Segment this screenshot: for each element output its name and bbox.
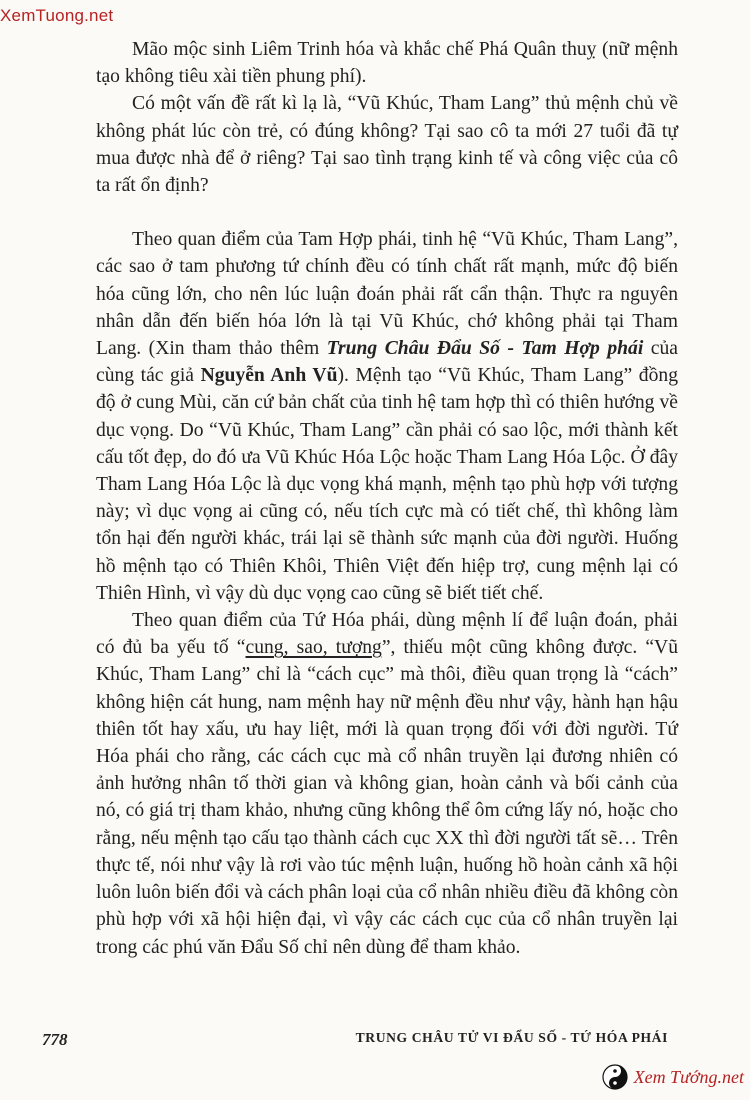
paragraph-3-part3: ). Mệnh tạo “Vũ Khúc, Tham Lang” đồng độ ở cung Mùi, căn cứ bản chất của tinh hệ tam hợp thì có thiên hướng về dục vọng. Do “Vũ Khúc, Tham Lang” cần phải có sao lộc, mới thành kết cấu tốt đẹp, do đó ưa Vũ Khúc Hóa Lộc hoặc Tham Lang Hóa Lộc. Ở đây Tham Lang Hóa Lộc là dục vọng khá mạnh, mệnh tạo phù hợp với tượng này; vì dục vọng ai cũng có, nếu tích cực mà có tiết chế, thì không làm tổn hại đến người khác, trái lại sẽ thành sức mạnh của đời người. Huống hồ mệnh tạo có Thiên Khôi, Thiên Việt đến hiệp trợ, cung mệnh lại có Thiên Hình, vì vậy dù dục vọng cao cũng sẽ biết tiết chế. [96,365,678,604]
page-body [96,36,678,961]
running-title: TRUNG CHÂU TỬ VI ĐẨU SỐ - TỨ HÓA PHÁI [355,1030,668,1045]
yin-yang-icon [602,1064,628,1090]
paragraph-2: Có một vấn đề rất kì lạ là, “Vũ Khúc, Tham Lang” thủ mệnh chủ về không phát lúc còn trẻ, có đúng không? Tại sao cô ta mới 27 tuổi đã tự mua được nhà để ở riêng? Tại sao tình trạng kinh tế và công việc của cô ta rất ổn định? [96,93,678,197]
paragraph-1: Mão mộc sinh Liêm Trinh hóa và khắc chế Phá Quân thuỵ (nữ mệnh tạo không tiêu xài tiền phung phí). [96,39,678,88]
watermark-top-left: XemTuong.net [0,6,114,25]
paragraph-3-part1: Theo quan điểm của Tam Hợp phái, tinh hệ “Vũ Khúc, Tham Lang”, các sao ở tam phương tứ chính đều có tính chất rất mạnh, mức độ biến hóa cũng lớn, cho nên lúc luận đoán phải rất cẩn thận. Thực ra nguyên nhân dẫn đến biến hóa lớn là tại Vũ Khúc, chớ không phải tại Tham Lang. (Xin tham thảo thêm [96,229,678,360]
book-title: Trung Châu Đẩu Số - Tam Hợp phái [326,338,644,360]
paragraph-4 [96,607,678,961]
paragraph-4-part1: Theo quan điểm của Tứ Hóa phái, dùng mệnh lí để luận đoán, phải có đủ ba yếu tố “ [96,610,678,659]
brand-watermark [602,1064,744,1090]
page-number: 778 [42,1030,68,1049]
paragraph-3-part2: của cùng tác giả [96,338,678,387]
underlined-phrase: cung, sao, tượng [245,637,382,659]
brand-text: Xem Tướng.net [633,1066,744,1087]
paragraph-4-part2: ”, thiếu một cũng không được. “Vũ Khúc, Tham Lang” chỉ là “cách cục” mà thôi, điều quan trọng là “cách” không hiện cát hung, nam mệnh hay nữ mệnh đều như vậy, hành hạn hậu thiên tốt hay xấu, ưu hay liệt, mới là quan trọng đối với đời người. Tứ Hóa phái cho rằng, các cách cục mà cổ nhân truyền lại đương nhiên có ảnh hưởng nhân tố thời gian và không gian, hoàn cảnh và bối cảnh của nó, có giá trị tham khảo, nhưng cũng không thể ôm cứng lấy nó, hoặc cho rằng, nếu mệnh tạo cấu tạo thành cách cục XX thì đời người tất sẽ… Trên thực tế, nói như vậy là rơi vào túc mệnh luận, huống hồ hoàn cảnh xã hội luôn luôn biến đổi và cách phân loại của cổ nhân nhiều điều đã không còn phù hợp với xã hội hiện đại, vì vậy các cách cục của cổ nhân truyền lại trong các phú văn Đẩu Số chỉ nên dùng để tham khảo. [96,637,679,958]
paragraph-3 [96,226,678,607]
author-name: Nguyễn Anh Vũ [200,365,338,387]
